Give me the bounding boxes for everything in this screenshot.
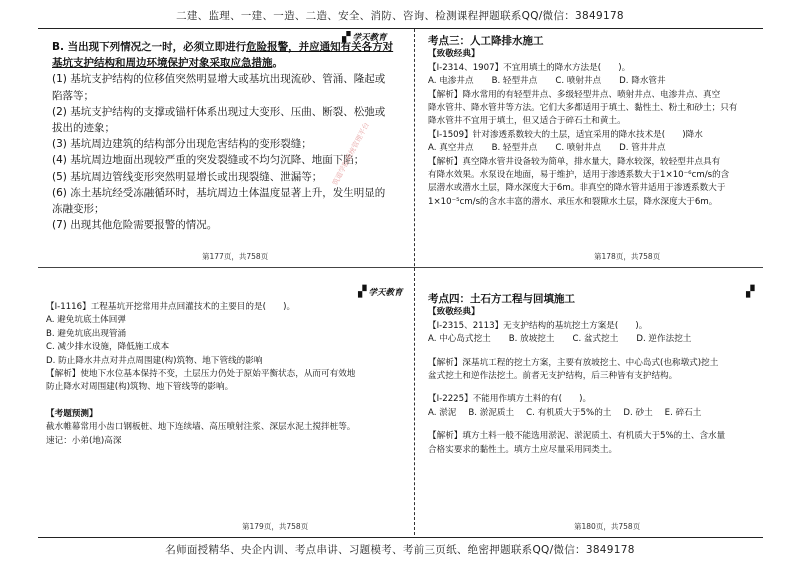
- section-label: 【致敬经典】: [428, 307, 480, 318]
- option-line: B. 避免坑底出现管涌: [46, 328, 127, 339]
- analysis-line: 有降水效果。水泵设在地面，易于维护，适用于渗透系数大于1×10⁻⁶cm/s的含: [428, 170, 730, 181]
- top-banner: 二建、监理、一建、一造、二造、安全、消防、咨询、检测课程押题联系QQ/微信：3849178: [176, 10, 624, 22]
- forecast-line: 速记：小弟(地)高深: [46, 435, 122, 446]
- option-row: A. 电渗井点 B. 轻型井点 C. 喷射井点 D. 降水管井: [428, 76, 666, 87]
- section-label: 【致敬经典】: [428, 49, 480, 60]
- analysis-line: 【解析】使地下水位基本保持不变，土层压力仍处于原始平衡状态，从而可有效地: [46, 369, 356, 380]
- text-line: (3) 基坑周边建筑的结构部分出现危害结构的变形裂缝；: [52, 138, 312, 151]
- text-line: (5) 基坑周边管线变形突然明显增长或出现裂缝、泄漏等；: [52, 170, 323, 183]
- option-line: D. 防止降水井点对井点周围建(构)筑物、地下管线的影响: [46, 355, 263, 366]
- section-label: 【考题预测】: [46, 408, 98, 419]
- brand-mark-icon: ▞: [358, 285, 367, 298]
- text-line: 基坑支护结构和周边环境保护对象采取应急措施。: [52, 57, 283, 70]
- question-text: 【Ⅰ-2225】不能用作填方土料的有( )。: [428, 394, 592, 405]
- scanned-sheet: [38, 28, 763, 538]
- page-178: [424, 31, 760, 265]
- analysis-line: 1×10⁻⁵cm/s的含水丰富的潜水、承压水和裂隙水土层，降水深度大于6m。: [428, 196, 718, 207]
- page-number: 第179页，共758页: [242, 522, 309, 531]
- forecast-line: 截水帷幕常用小齿口钢板桩、地下连续墙、高压喷射注浆、深层水泥土搅拌桩等。: [46, 422, 356, 433]
- text-line: 拔出的迹象；: [52, 122, 115, 135]
- brand-logo: ▞ 学天教育: [358, 285, 403, 298]
- analysis-line: 【解析】真空降水管井设备较为简单，排水量大，降水较深，较轻型井点具有: [428, 156, 721, 167]
- option-row: A. 中心岛式挖土 B. 放坡挖土 C. 盆式挖土 D. 逆作法挖土: [428, 334, 692, 345]
- bottom-banner: 名师面授精华、央企内训、考点串讲、习题模考、考前三页纸、绝密押题联系QQ/微信：3849178: [165, 544, 635, 556]
- page-number: 第180页，共758页: [574, 522, 641, 531]
- page-180: [424, 271, 760, 533]
- question-text: 【Ⅰ-2315、2113】无支护结构的基坑挖土方案是( )。: [428, 320, 648, 331]
- analysis-line: 【解析】填方土料一般不能选用淤泥、淤泥质土、有机质大于5%的土、含水量: [428, 431, 726, 442]
- option-row: A. 真空井点 B. 轻型井点 C. 喷射井点 D. 管井井点: [428, 143, 666, 154]
- brand-mark-icon: ▞: [342, 31, 351, 43]
- text-line: B. 当出现下列情况之一时，必须立即进行危险报警，并应通知有关各方对: [52, 41, 394, 53]
- analysis-line: 降水管井不宜用于填土，但又适合于碎石土和黄土。: [428, 116, 626, 127]
- analysis-line: 降水管井、降水管井等方法。它们大多都适用于填土、黏性土、粉土和砂土；只有: [428, 103, 738, 114]
- vertical-divider: [414, 29, 415, 535]
- text-line: 陷落等；: [52, 89, 94, 102]
- faint-stamp: 筑道学院系统管理平台: [331, 121, 371, 187]
- page-178-body: [428, 35, 737, 209]
- page-177-body: [52, 39, 393, 233]
- section-title: 考点四：土石方工程与回填施工: [428, 293, 575, 305]
- page-number: 第177页，共758页: [202, 252, 269, 261]
- horizontal-divider: [38, 267, 763, 268]
- brand-logo: ▞ 学天教育: [342, 31, 387, 43]
- option-row: A. 淤泥 B. 淤泥质土 C. 有机质大于5%的土 D. 砂土 E. 碎石土: [428, 407, 702, 418]
- spacer: [428, 420, 725, 430]
- analysis-line: 盆式挖土和逆作法挖土。前者无支护结构，后三种皆有支护结构。: [428, 371, 678, 382]
- option-line: C. 减少排水设施，降低施工成本: [46, 342, 170, 353]
- analysis-line: 【解析】深基坑工程的挖土方案，主要有放坡挖土、中心岛式(也称墩式)挖土: [428, 357, 719, 368]
- text-line: (1) 基坑支护结构的位移值突然明显增大或基坑出现流砂、管涌、隆起或: [52, 73, 386, 86]
- page-179: [42, 271, 408, 533]
- text-line: (4) 基坑周边地面出现较严重的突发裂缝或不均匀沉降、地面下陷；: [52, 154, 365, 167]
- text-line: 冻融变形；: [52, 203, 105, 216]
- text-line: (2) 基坑支护结构的支撑或锚杆体系出现过大变形、压曲、断裂、松弛或: [52, 105, 386, 118]
- text-line: (6) 冻土基坑经受冻融循环时，基坑周边土体温度显著上升，发生明显的: [52, 186, 386, 199]
- question-text: 【Ⅰ-1116】工程基坑开挖常用井点回灌技术的主要目的是( )。: [46, 302, 296, 312]
- spacer: [428, 347, 725, 357]
- page-179-body: [46, 301, 355, 448]
- spacer: [46, 395, 355, 408]
- page-180-body: [428, 293, 725, 457]
- page-number: 第178页，共758页: [594, 252, 661, 261]
- analysis-line: 合格实要求的黏性土。填方土应尽量采用同类土。: [428, 444, 618, 455]
- question-text: 【Ⅰ-2314、1907】不宜用填土的降水方法是( )。: [428, 62, 631, 73]
- spacer: [428, 383, 725, 393]
- analysis-line: 层潜水或潜水土层，降水深度大于6m。非真空的降水管井适用于渗透系数大于: [428, 183, 726, 194]
- brand-mark-icon: ▞: [746, 285, 755, 298]
- analysis-line: 【解析】降水常用的有轻型井点、多级轻型井点、喷射井点、电渗井点、真空: [428, 89, 721, 100]
- text-line: (7) 出现其他危险需要报警的情况。: [52, 219, 218, 232]
- analysis-line: 防止降水对周围建(构)筑物、地下管线等的影响。: [46, 382, 234, 393]
- option-line: A. 避免坑底土体回弹: [46, 315, 126, 326]
- question-text: 【Ⅰ-1509】针对渗透系数较大的土层，适宜采用的降水技术是( )降水: [428, 129, 703, 140]
- section-title: 考点三：人工降排水施工: [428, 35, 544, 47]
